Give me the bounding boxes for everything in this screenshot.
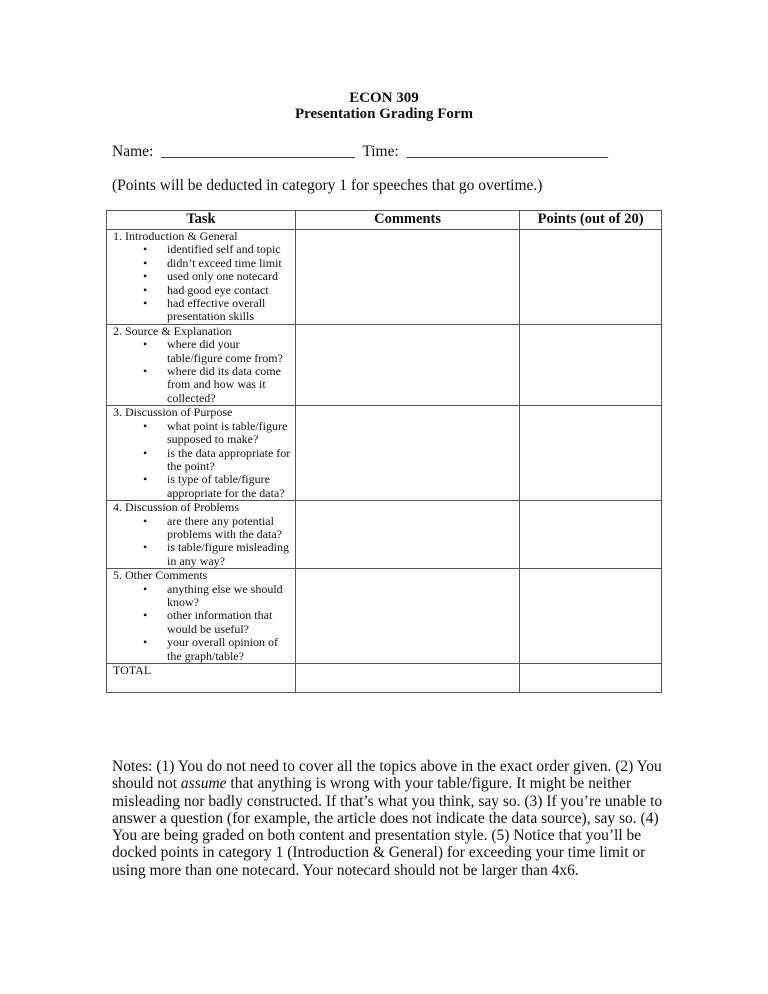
criteria-item <box>107 284 295 297</box>
task-criteria-list <box>107 243 295 323</box>
bullet-icon: • <box>143 337 148 352</box>
criteria-text: what point is table/figure supposed to make? <box>167 418 288 447</box>
task-title: 2. Source & Explanation <box>113 323 232 338</box>
notes-text-1: Notes: (1) You do not need to cover all the topics above in the exact order given. (2) You should not <box>112 758 662 793</box>
task-criteria-list <box>107 338 295 405</box>
criteria-item <box>107 447 295 474</box>
task-criteria-list <box>107 583 295 663</box>
bullet-icon: • <box>143 581 148 596</box>
criteria-item <box>107 243 295 256</box>
name-blank[interactable]: _________________________ <box>161 143 355 160</box>
bullet-icon: • <box>143 472 148 487</box>
table-row <box>107 501 662 569</box>
bullet-icon: • <box>143 540 148 555</box>
criteria-text: is the data appropriate for the point? <box>167 445 291 473</box>
criteria-text: where did its data come from and how was it collected? <box>167 364 281 405</box>
table-header-row <box>107 211 662 230</box>
bullet-icon: • <box>143 269 148 284</box>
criteria-text: is type of table/figure appropriate for the data? <box>167 472 285 500</box>
bullet-icon: • <box>143 255 148 270</box>
criteria-text: used only one notecard <box>167 269 278 284</box>
criteria-item <box>107 297 295 324</box>
task-cell <box>107 324 296 405</box>
bullet-icon: • <box>143 282 148 297</box>
total-comments-cell[interactable] <box>295 664 519 693</box>
comments-cell[interactable] <box>295 406 519 501</box>
bullet-icon: • <box>143 364 148 379</box>
comments-cell[interactable] <box>295 324 519 405</box>
criteria-text: your overall opinion of the graph/table? <box>167 635 278 663</box>
bullet-icon: • <box>143 608 148 623</box>
points-cell[interactable] <box>520 501 662 569</box>
bullet-icon: • <box>143 296 148 311</box>
task-cell <box>107 501 296 569</box>
name-label: Name: <box>112 143 154 160</box>
task-title: 1. Introduction & General <box>113 229 238 243</box>
criteria-item <box>107 609 295 636</box>
total-row <box>107 664 662 693</box>
notes-paragraph <box>112 758 664 879</box>
notes-text-2: that anything is wrong with your table/figure. It might be neither misleading nor badly constructed. If that’s what you think, say so. (3) If you’re unable to answer a question (for example, the article does not indicate the data source), say so. (4) You are being graded on both content and presentation style. (5) Notice that you’ll be docked points in category 1 (Introduction & General) for exceeding your time limit or using more than one notecard. Your notecard should not be larger than 4x6. <box>112 775 663 879</box>
grading-table <box>106 210 662 693</box>
notes-emphasis: assume <box>180 775 227 793</box>
comments-cell[interactable] <box>295 501 519 569</box>
points-cell[interactable] <box>520 406 662 501</box>
header-comments: Comments <box>295 211 519 230</box>
criteria-item <box>107 541 295 568</box>
overtime-note: (Points will be deducted in category 1 for speeches that go overtime.) <box>112 177 543 194</box>
task-title: 3. Discussion of Purpose <box>113 405 233 420</box>
bullet-icon: • <box>143 445 148 460</box>
bullet-icon: • <box>143 513 148 528</box>
time-label: Time: <box>362 143 399 160</box>
criteria-item <box>107 636 295 663</box>
time-blank[interactable]: __________________________ <box>406 143 609 160</box>
table-row <box>107 406 662 501</box>
task-cell <box>107 230 296 325</box>
bullet-icon: • <box>143 242 148 257</box>
bullet-icon: • <box>143 418 148 433</box>
total-points-cell[interactable] <box>520 664 662 693</box>
criteria-item <box>107 515 295 542</box>
criteria-text: didn’t exceed time limit <box>167 255 282 270</box>
criteria-item <box>107 270 295 283</box>
criteria-item <box>107 583 295 610</box>
task-title: 4. Discussion of Problems <box>113 500 239 515</box>
table-row <box>107 230 662 325</box>
table-row <box>107 569 662 664</box>
criteria-item <box>107 365 295 405</box>
criteria-text: had good eye contact <box>167 282 269 297</box>
points-cell[interactable] <box>520 230 662 325</box>
task-cell <box>107 406 296 501</box>
header-task: Task <box>107 211 296 230</box>
criteria-text: identified self and topic <box>167 242 281 257</box>
criteria-item <box>107 338 295 365</box>
task-title: 5. Other Comments <box>113 568 208 583</box>
criteria-item <box>107 420 295 447</box>
task-criteria-list <box>107 420 295 500</box>
course-title: ECON 309 <box>349 90 419 106</box>
criteria-text: is table/figure misleading in any way? <box>167 540 289 568</box>
criteria-text: where did your table/figure come from? <box>167 337 283 365</box>
table-row <box>107 324 662 405</box>
criteria-text: are there any potential problems with the data? <box>167 513 282 541</box>
header-points: Points (out of 20) <box>520 211 662 230</box>
task-criteria-list <box>107 515 295 569</box>
total-label: TOTAL <box>107 664 296 693</box>
criteria-text: other information that would be useful? <box>167 608 273 636</box>
bullet-icon: • <box>143 635 148 650</box>
criteria-item <box>107 257 295 270</box>
name-time-line <box>112 143 608 161</box>
form-title: Presentation Grading Form <box>294 106 474 122</box>
criteria-text: anything else we should know? <box>167 581 283 609</box>
points-cell[interactable] <box>520 324 662 405</box>
comments-cell[interactable] <box>295 569 519 664</box>
comments-cell[interactable] <box>295 230 519 325</box>
task-cell <box>107 569 296 664</box>
criteria-item <box>107 473 295 500</box>
criteria-text: had effective overall presentation skills <box>167 296 266 324</box>
points-cell[interactable] <box>520 569 662 664</box>
